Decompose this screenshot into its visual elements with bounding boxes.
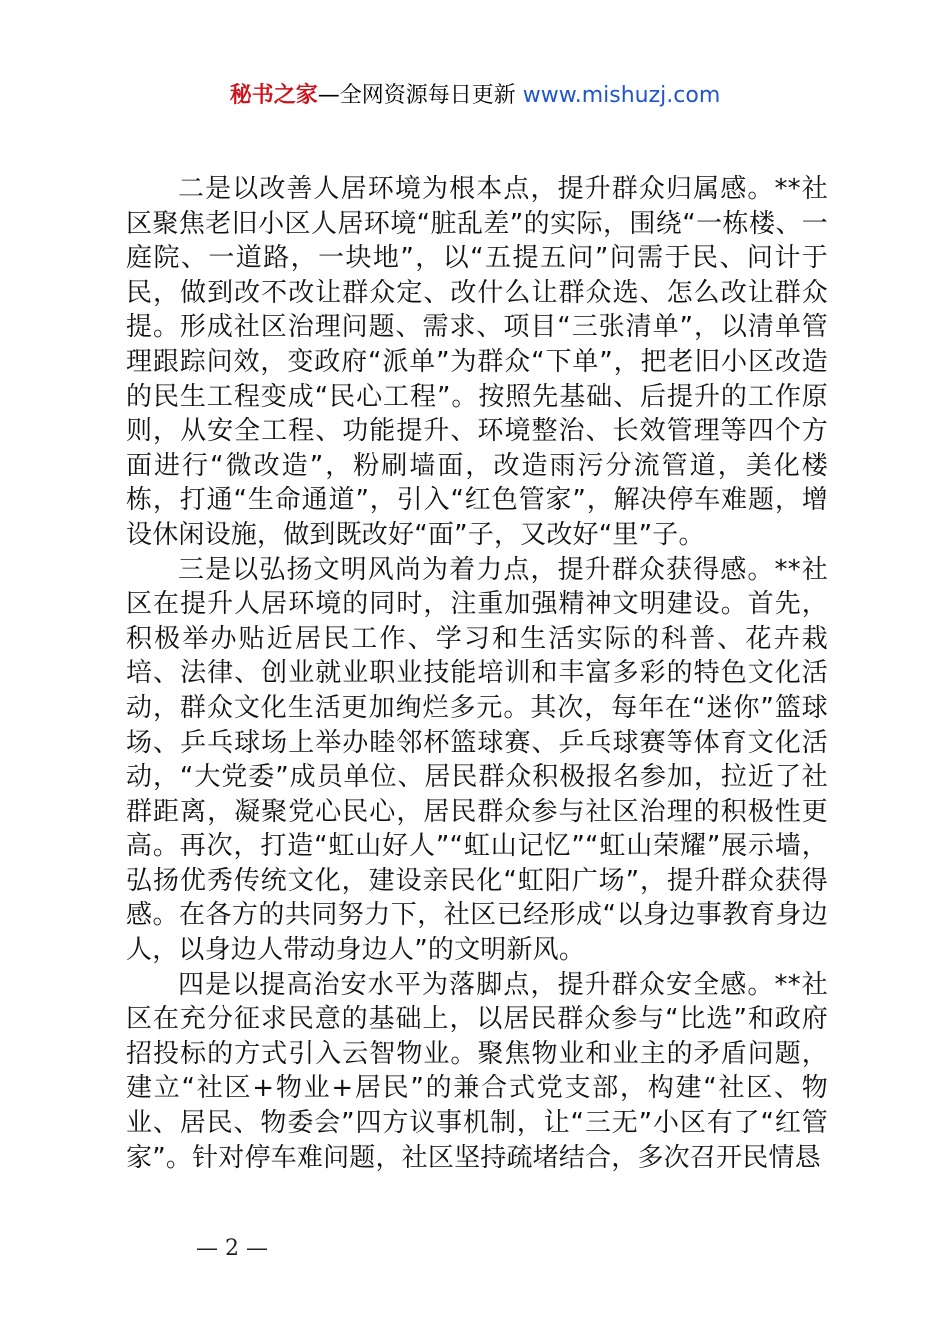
paragraph-environment: 二是以改善人居环境为根本点，提升群众归属感。**社区聚焦老旧小区人居环境“脏乱差”的实际，围绕“一栋楼、一庭院、一道路，一块地”，以“五提五问”问需于民、问计于民，做到改不改让群众定、改什么让群众选、怎么改让群众提。形成社区治理问题、需求、项目“三张清单”，以清单管理跟踪问效，变政府“派单”为群众“下单”，把老旧小区改造的民生工程变成“民心工程”。按照先基础、后提升的工作原则，从安全工程、功能提升、环境整治、长效管理等四个方面进行“微改造”，粉刷墙面，改造雨污分流管道，美化楼栋，打通“生命通道”，引入“红色管家”，解决停车难题，增设休闲设施，做到既改好“面”子，又改好“里”子。 [126, 174, 828, 550]
header-slogan: —全网资源每日更新 [317, 83, 516, 108]
header-site-link[interactable]: www.mishuzj.com [515, 83, 721, 108]
page-number: — 2 — [196, 1236, 268, 1261]
header-brand: 秘书之家 [229, 83, 318, 108]
paragraph-security: 四是以提高治安水平为落脚点，提升群众安全感。**社区在充分征求民意的基础上，以居民群众参与“比选”和政府招投标的方式引入云智物业。聚焦物业和业主的矛盾问题，建立“社区+物业+居民”的兼合式党支部，构建“社区、物业、居民、物委会”四方议事机制，让“三无”小区有了“红管家”。针对停车难问题，社区坚持疏堵结合，多次召开民情恳 [126, 969, 828, 1173]
document-body [126, 172, 828, 1175]
paragraph-civilization: 三是以弘扬文明风尚为着力点，提升群众获得感。**社区在提升人居环境的同时，注重加强精神文明建设。首先，积极举办贴近居民工作、学习和生活实际的科普、花卉栽培、法律、创业就业职业技能培训和丰富多彩的特色文化活动，群众文化生活更加绚烂多元。其次，每年在“迷你”篮球场、乒乓球场上举办睦邻杯篮球赛、乒乓球赛等体育文化活动，“大党委”成员单位、居民群众积极报名参加，拉近了社群距离，凝聚党心民心，居民群众参与社区治理的积极性更高。再次，打造“虹山好人”“虹山记忆”“虹山荣耀”展示墙，弘扬优秀传统文化，建设亲民化“虹阳广场”，提升群众获得感。在各方的共同努力下，社区已经形成“以身边事教育身边人，以身边人带动身边人”的文明新风。 [126, 554, 828, 966]
header-banner [0, 80, 950, 112]
